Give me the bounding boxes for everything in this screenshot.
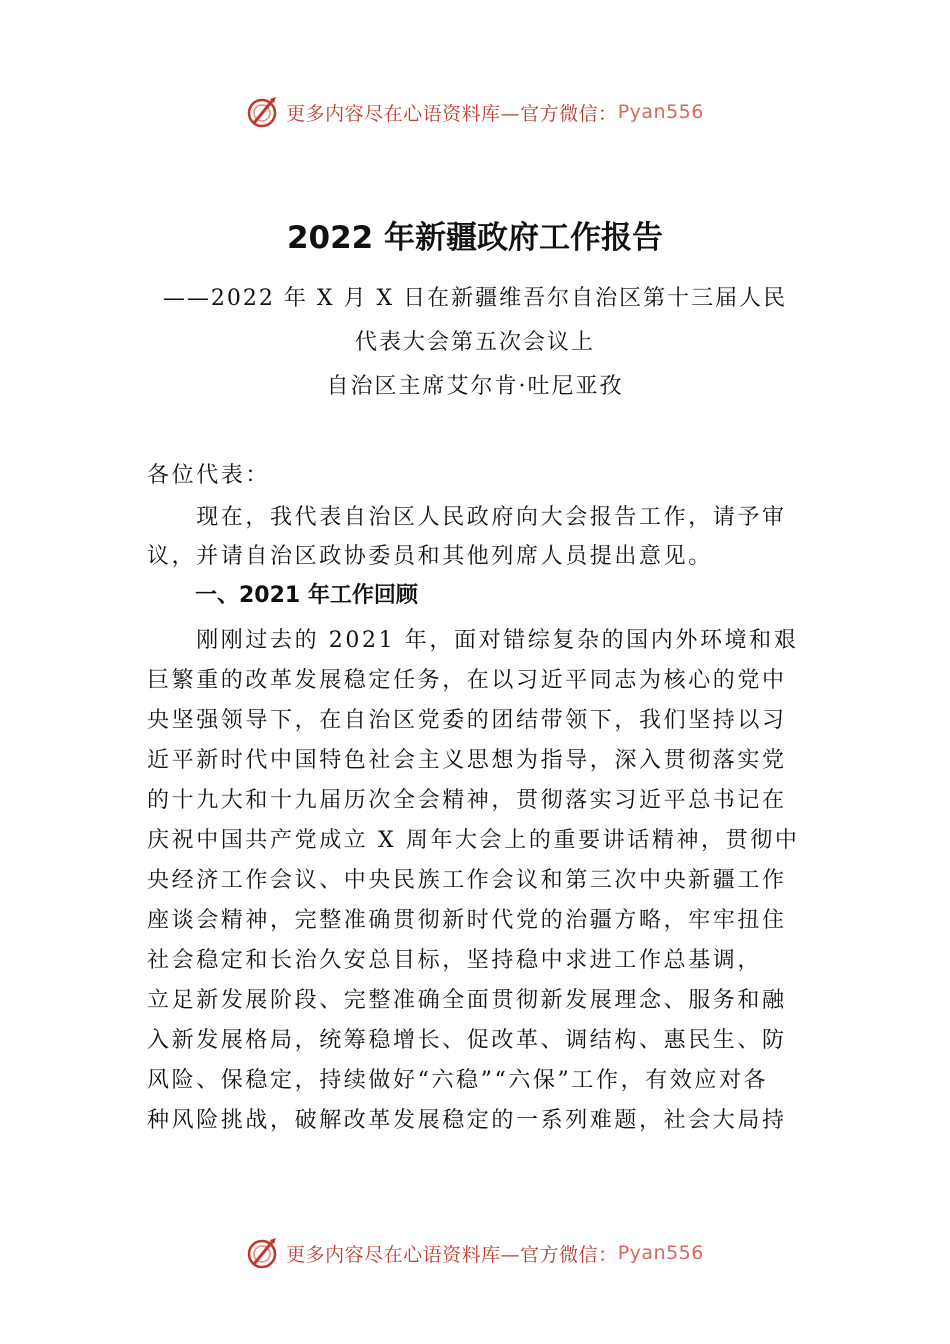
speaker-line: 自治区主席艾尔肯·吐尼亚孜 bbox=[326, 374, 624, 399]
paragraph-line: 社会稳定和长治久安总目标，坚持稳中求进工作总基调， bbox=[147, 948, 763, 973]
paragraph-line: 现在，我代表自治区人民政府向大会报告工作，请予审 bbox=[147, 505, 787, 530]
document-title: 2022 年新疆政府工作报告 bbox=[286, 220, 664, 256]
paragraph-line: 种风险挑战，破解改革发展稳定的一系列难题，社会大局持 bbox=[147, 1108, 787, 1133]
paragraph-line: 风险、保稳定，持续做好“六稳”“六保”工作，有效应对各 bbox=[147, 1068, 769, 1093]
paragraph-line: 巨繁重的改革发展稳定任务，在以习近平同志为核心的党中 bbox=[147, 668, 787, 693]
watermark-text: 更多内容尽在心语资料库— bbox=[286, 102, 521, 125]
subtitle-line-2: 代表大会第五次会议上 bbox=[354, 330, 595, 355]
section-heading: 一、2021 年工作回顾 bbox=[195, 583, 418, 608]
watermark-label: 官方微信： bbox=[520, 1243, 618, 1266]
paragraph-line: 庆祝中国共产党成立 X 周年大会上的重要讲话精神，贯彻中 bbox=[147, 828, 800, 853]
paragraph-line: 刚刚过去的 2021 年，面对错综复杂的国内外环境和艰 bbox=[147, 628, 799, 653]
paragraph-line: 近平新时代中国特色社会主义思想为指导，深入贯彻落实党 bbox=[147, 748, 787, 773]
paragraph-line: 立足新发展阶段、完整准确全面贯彻新发展理念、服务和融 bbox=[147, 988, 787, 1013]
logo-icon bbox=[246, 1236, 280, 1270]
salutation: 各位代表： bbox=[147, 463, 271, 488]
logo-icon bbox=[246, 95, 280, 129]
paragraph-line: 央经济工作会议、中央民族工作会议和第三次中央新疆工作 bbox=[147, 868, 787, 893]
watermark-label: 官方微信： bbox=[520, 102, 618, 125]
paragraph-line: 座谈会精神，完整准确贯彻新时代党的治疆方略，牢牢扭住 bbox=[147, 908, 787, 933]
watermark-handle: Pyan556 bbox=[617, 101, 704, 123]
paragraph-line: 央坚强领导下，在自治区党委的团结带领下，我们坚持以习 bbox=[147, 708, 787, 733]
paragraph-line: 入新发展格局，统筹稳增长、促改革、调结构、惠民生、防 bbox=[147, 1028, 787, 1053]
header-watermark bbox=[0, 95, 950, 129]
subtitle-line-1: ——2022 年 X 月 X 日在新疆维吾尔自治区第十三届人民 bbox=[162, 286, 788, 311]
footer-watermark bbox=[0, 1236, 950, 1270]
watermark-text: 更多内容尽在心语资料库— bbox=[286, 1243, 521, 1266]
paragraph-line: 的十九大和十九届历次全会精神，贯彻落实习近平总书记在 bbox=[147, 788, 787, 813]
watermark-handle: Pyan556 bbox=[617, 1242, 704, 1264]
paragraph-line: 议，并请自治区政协委员和其他列席人员提出意见。 bbox=[147, 544, 713, 569]
